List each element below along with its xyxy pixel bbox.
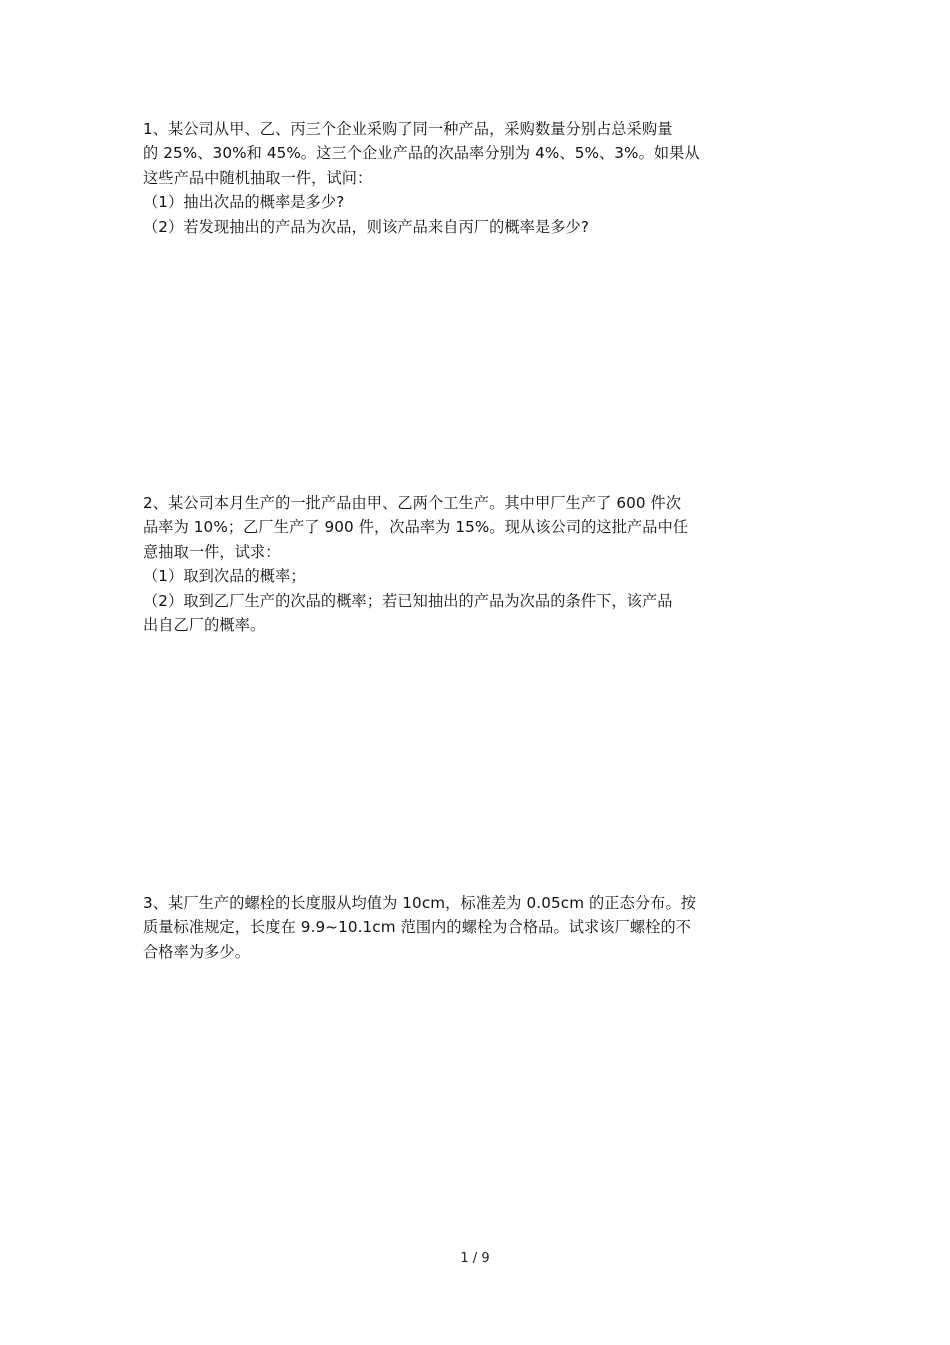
problem-2-line-3: 意抽取一件，试求：	[143, 542, 281, 561]
page-number: 1 / 9	[460, 1251, 490, 1266]
problem-3-line-3: 合格率为多少。	[143, 942, 251, 961]
problem-2-question-1: （1）取到次品的概率；	[143, 567, 306, 586]
problem-1-line-3: 这些产品中随机抽取一件，试问：	[143, 168, 373, 187]
problem-1	[143, 117, 808, 239]
problem-3-line-1: 3、某厂生产的螺栓的长度服从均值为 10cm，标准差为 0.05cm 的正态分布。按	[143, 894, 697, 912]
problem-2-question-2: （2）取到乙厂生产的次品的概率；若已知抽出的产品为次品的条件下，该产品	[143, 591, 673, 610]
problem-2-line-1: 2、某公司本月生产的一批产品由甲、乙两个工生产。其中甲厂生产了 600 件次	[143, 494, 682, 512]
problem-1-question-1: （1）抽出次品的概率是多少?	[143, 193, 345, 212]
problem-1-question-2: （2）若发现抽出的产品为次品，则该产品来自丙厂的概率是多少?	[143, 217, 589, 236]
problem-2-question-2-cont: 出自乙厂的概率。	[143, 615, 266, 634]
problem-2-line-2: 品率为 10%；乙厂生产了 900 件，次品率为 15%。现从该公司的这批产品中任	[143, 518, 689, 537]
problem-2	[143, 491, 808, 637]
problem-3-line-2: 质量标准规定，长度在 9.9~10.1cm 范围内的螺栓为合格品。试求该厂螺栓的不	[143, 918, 692, 937]
problem-1-line-2: 的 25%、30%和 45%。这三个企业产品的次品率分别为 4%、5%、3%。如果从	[143, 144, 700, 163]
problem-3	[143, 891, 808, 964]
problem-1-line-1: 1、某公司从甲、乙、丙三个企业采购了同一种产品，采购数量分别占总采购量	[143, 120, 673, 138]
